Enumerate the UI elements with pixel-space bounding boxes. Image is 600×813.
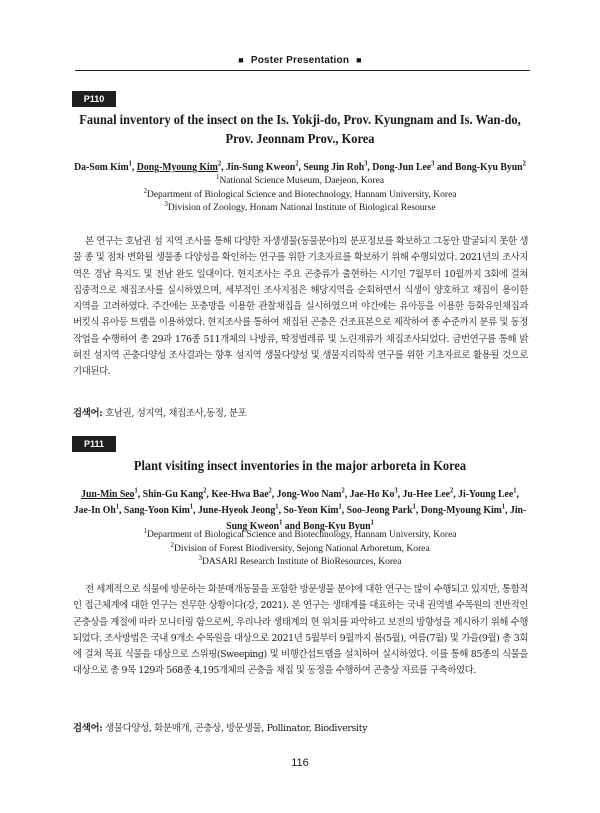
affiliation: $^2$Department of Biological Science and Biotechnology, Hannam University, Korea (143, 186, 457, 200)
author-affiliation-sup: 2 (450, 486, 454, 495)
affiliation: $^3$Division of Zoology, Honam National Institute of Biological Resourse (164, 199, 436, 213)
author-name: Dong-Myoung Kim (136, 162, 218, 173)
keywords-text: 호남권, 섬지역, 채집조사,동정, 분포 (105, 408, 247, 419)
author-affiliation-sup: 2 (341, 486, 345, 495)
author-affiliation-sup: 1 (501, 502, 506, 511)
section-header (0, 55, 600, 66)
author-name: Jun-Min Seo (81, 489, 135, 500)
affiliation: $^3$DASARI Research Institute of BioResources, Korea (198, 553, 402, 567)
author-affiliation-sup: 1 (338, 502, 342, 511)
author-name: Jin-Sung Kweon (226, 162, 296, 173)
author-list: Jun-Min Seo$^1$, Shin-Gu Kang$^2$, Kee-Hwa Bae$^2$, Jong-Woo Nam$^2$, Jae-Ho Ko$^3$, Ju-Hee Lee$^2$, Ji-Young Lee$^1$, Jae-In Oh$^1$, Sang-Yoon Kim$^1$, June-Hyeok Jeong$^1$, So-Yeon Kim$^1$, Soo-Jeong Park$^1$, Dong-Myoung Kim$^1$, Jin-Sung Kweon$^1$ and Bong-Kyu Byun$^1$ (73, 486, 527, 532)
affiliation: $^2$Division of Forest Biodiversity, Sejong National Arboretum, Korea (170, 540, 430, 554)
author-affiliation-sup: 1 (412, 502, 416, 511)
author-affiliation-sup: 2 (295, 159, 299, 168)
title-line: Prov. Jeonnam Prov., Korea (225, 131, 375, 146)
author-name: June-Hyeok Jeong (197, 505, 276, 516)
affiliation: $^1$National Science Museum, Daejeon, Korea (215, 172, 385, 186)
title-line: Plant visiting insect inventories in the major arboreta in Korea (133, 458, 467, 473)
abstract-body: 전 세계적으로 식물에 방문하는 화분매개동물을 포함한 방문생물 분야에 대한 연구는 많이 수행되고 있지만, 통합적인 접근체계에 대한 연구는 전무한 상황이다(강, 2021). 본 연구는 생태계를 대표하는 국내 권역별 수목원의 전반적인 곤충상을 계절에 따라 모니터링 함으로써, 우리나라 생태계의 현 위치를 파악하고 보전의 방향성을 제시하기 위해 수행되었다. 조사방법은 국내 9개소 수목원을 대상으로 2021년 5월부터 9월까지 봄(5월), 여름(7월) 및 가을(9월) 총 3회에 걸쳐 목표 식물을 대상으로 스위핑(Sweeping) 및 비행간섭트랩을 설치하여 실시하였다. 이를 통해 85종의 식물을 대상으로 총 9목 129과 568종 4,195개체의 곤충을 채집 및 동정을 수행하여 곤충상 자료를 구축하였다. (73, 584, 528, 677)
author-affiliation-sup: 2 (217, 159, 222, 168)
author-name: Da-Som Kim (74, 162, 129, 173)
abstract-title (79, 110, 521, 148)
header-left-square: ■ (238, 55, 244, 65)
author-affiliation-sup: 1 (275, 502, 279, 511)
author-affiliation-sup: 1 (128, 159, 132, 168)
author-name: Bong-Kyu Byun (455, 162, 523, 173)
author-name: Dong-Myoung Kim (420, 505, 502, 516)
author-affiliation-sup: 1 (189, 502, 194, 511)
author-name: Jae-In Oh (73, 505, 116, 516)
affiliation-sup: 3 (198, 553, 203, 562)
keywords-label: 검색어: (73, 408, 103, 419)
author-name: Jin-Sung Kweon (226, 505, 527, 532)
author-name: Seung Jin Roh (303, 162, 365, 173)
abstract-code-badge: P111 (72, 436, 116, 452)
affiliation-list (55, 172, 545, 216)
author-affiliation-sup: 1 (279, 518, 283, 527)
abstract-body: 본 연구는 호남권 섬 지역 조사를 통해 다양한 자생생물(동물분야)의 분포정보를 확보하고 그동안 발굴되지 못한 생물 종 및 점차 변화될 생물종 다양성을 확인하는 연구를 위한 기초자료를 확보하기 위해 수행되었다. 2021년의 조사지역은 경남 욕지도 및 전남 완도 일대이다. 현지조사는 주요 곤충류가 출현하는 시기인 7월부터 10월까지 3회에 걸쳐 집중적으로 채집조사를 실시하였으며, 세부적인 조사지점은 해당지역을 순회하면서 식생이 양호하고 채집이 용이한 지역을 고려하였다. 주간에는 포충망을 이용한 관찰채집을 실시하였으며 야간에는 유아등을 이용한 등화유인채집과 버킷식 유아등 트랩을 이용하였다. 현지조사를 통하여 채집된 곤충은 건조표본으로 제작하여 종 수준까지 분류 및 동정 작업을 수행하여 총 29과 176종 511개체의 나방류, 딱정벌레류 및 노린재류가 채집조사되었다. 금번연구를 통해 밝혀진 섬지역 곤충다양성 조사결과는 향후 섬지역 생물다양성 및 생물지리학적 연구를 위한 기초자료로 활용될 것으로 기대된다. (73, 236, 528, 378)
author-name: Kee-Hwa Bae (211, 489, 269, 500)
author-affiliation-sup: 3 (431, 159, 435, 168)
author-name: Ju-Hee Lee (402, 489, 451, 500)
affiliation: $^1$Department of Biological Science and Biotechnology, Hannam University, Korea (143, 526, 457, 540)
author-affiliation-sup: 1 (134, 486, 138, 495)
author-affiliation-sup: 2 (268, 486, 272, 495)
author-list: Da-Som Kim$^1$, Dong-Myoung Kim$^2$, Jin-Sung Kweon$^2$, Seung Jin Roh$^3$, Dong-Jun Lee$^3$ and Bong-Kyu Byun$^2$ (74, 159, 526, 173)
abstract-title (79, 456, 521, 475)
keywords-line (73, 720, 528, 734)
affiliation-sup: 1 (143, 526, 147, 535)
author-name: So-Yeon Kim (283, 505, 339, 516)
header-rule (75, 70, 530, 71)
keywords-line (73, 405, 528, 419)
author-affiliation-sup: 1 (513, 486, 517, 495)
author-affiliation-sup: 3 (364, 159, 368, 168)
author-affiliation-sup: 2 (522, 159, 526, 168)
author-name: Sang-Yoon Kim (123, 505, 190, 516)
author-name: Shin-Gu Kang (142, 489, 204, 500)
page-number: 116 (291, 757, 309, 769)
keywords-text: 생물다양성, 화분매개, 곤충상, 방문생물, Pollinator, Biodiversity (105, 723, 368, 734)
author-affiliation-sup: 1 (370, 518, 374, 527)
affiliation-sup: 2 (143, 186, 147, 195)
author-name: Dong-Jun Lee (372, 162, 432, 173)
abstract-code-badge: P110 (72, 91, 116, 107)
author-name: Soo-Jeong Park (346, 505, 413, 516)
keywords-label: 검색어: (73, 723, 103, 734)
affiliation-sup: 2 (170, 540, 174, 549)
author-name: Jong-Woo Nam (276, 489, 342, 500)
author-affiliation-sup: 3 (394, 486, 398, 495)
affiliation-sup: 1 (215, 172, 220, 181)
header-right-square: ■ (356, 55, 362, 65)
author-affiliation-sup: 2 (203, 486, 207, 495)
affiliation-sup: 3 (164, 199, 168, 208)
author-affiliation-sup: 1 (115, 502, 120, 511)
author-name: Bong-Kyu Byun (302, 521, 371, 532)
author-name: Ji-Young Lee (458, 489, 514, 500)
title-line: Faunal inventory of the insect on the Is. Yokji-do, Prov. Kyungnam and Is. Wan-do, (79, 112, 521, 127)
author-name: Jae-Ho Ko (349, 489, 395, 500)
header-title: Poster Presentation (250, 55, 350, 66)
